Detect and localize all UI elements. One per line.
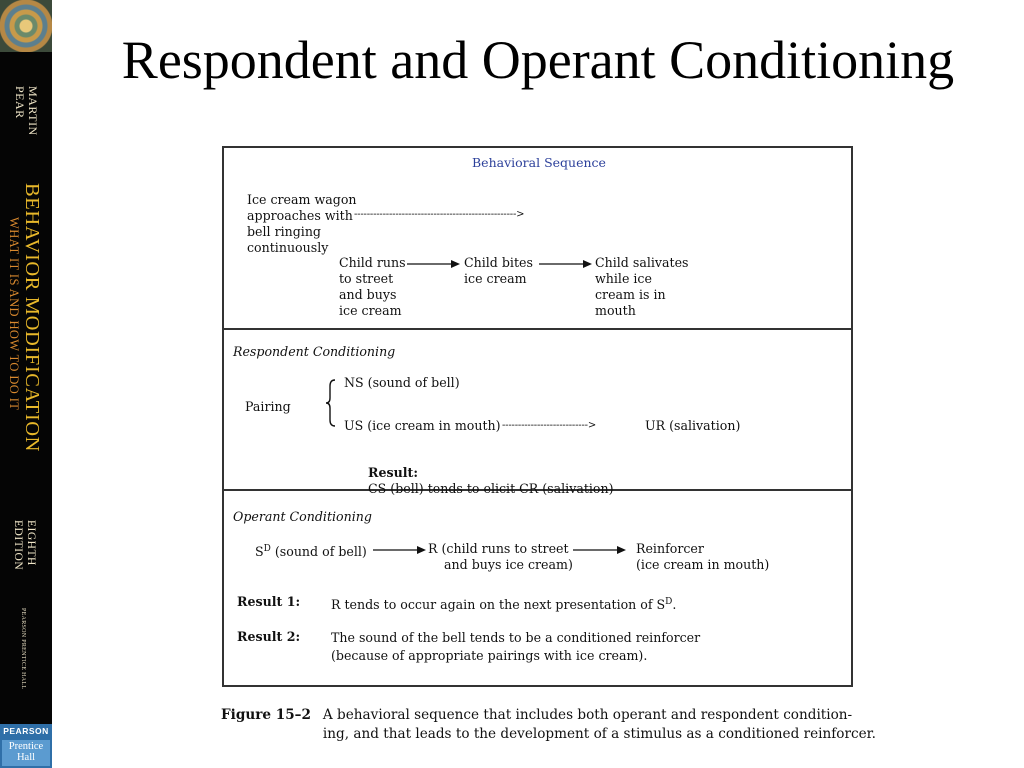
- sidebar-publisher: PEARSON PRENTICE HALL: [20, 608, 26, 690]
- figure-box: [222, 146, 853, 687]
- sidebar-book-title: BEHAVIOR MODIFICATION: [21, 183, 43, 453]
- pairing-label: Pairing: [245, 399, 291, 414]
- cover-emblem-image: [0, 0, 52, 52]
- result-2-text: The sound of the bell tends to be a conditioned reinforcer (because of appropriate pairings with ice cream).: [331, 630, 701, 663]
- brace-icon: [324, 378, 338, 428]
- ns-text: NS (sound of bell): [344, 375, 460, 390]
- caption-label: Figure 15–2: [221, 707, 311, 723]
- sequence-header: Behavioral Sequence: [472, 155, 606, 170]
- caption-text: A behavioral sequence that includes both operant and respondent condition- ing, and that leads to the development of a stimulus as a conditioned reinforcer.: [322, 707, 876, 742]
- respondent-result-label: Result:: [368, 465, 419, 480]
- sequence-step-3: Child salivates while ice cream is in mouth: [595, 255, 689, 318]
- ur-text: UR (salivation): [645, 418, 741, 433]
- us-text: US (ice cream in mouth): [344, 418, 501, 433]
- result-1-text: [331, 594, 676, 613]
- result-1-body: R tends to occur again on the next presentation of S: [331, 597, 666, 613]
- sd-description: (sound of bell): [270, 544, 367, 560]
- sidebar-book-subtitle: WHAT IT IS AND HOW TO DO IT: [7, 217, 21, 411]
- sd-text: [255, 541, 367, 560]
- respondent-conditioning-panel: [224, 330, 851, 496]
- behavioral-sequence-panel: [224, 148, 851, 330]
- sidebar-edition: EIGHTH EDITION: [12, 520, 37, 571]
- sd-letter: S: [255, 544, 264, 560]
- arrow-icon: [571, 544, 627, 556]
- result-1-period: .: [672, 597, 677, 613]
- respondent-heading: Respondent Conditioning: [233, 344, 396, 359]
- figure-caption: [221, 706, 876, 744]
- book-cover-sidebar: [0, 0, 52, 768]
- pearson-logo-word: PEARSON: [3, 726, 49, 736]
- wagon-text: Ice cream wagon approaches with bell ringing continuously: [247, 192, 357, 255]
- arrow-icon: [537, 258, 593, 270]
- response-text: R (child runs to street and buys ice cream): [428, 541, 573, 572]
- result-1-label: Result 1:: [237, 594, 301, 609]
- sequence-step-1: Child runs to street and buys ice cream: [339, 255, 406, 318]
- operant-conditioning-panel: [224, 491, 851, 685]
- respondent-dashed-arrow: --------------------------->: [502, 420, 597, 431]
- reinforcer-text: Reinforcer (ice cream in mouth): [636, 541, 770, 572]
- operant-heading: Operant Conditioning: [233, 509, 372, 524]
- sequence-step-2: Child bites ice cream: [464, 255, 533, 286]
- arrow-icon: [371, 544, 427, 556]
- prentice-hall-text: Prentice Hall: [8, 741, 44, 763]
- result-1-superscript: D: [665, 597, 673, 607]
- sequence-dashed-arrow: --------------------------------------------------->: [354, 209, 525, 220]
- slide-title: Respondent and Operant Conditioning: [121, 30, 955, 90]
- respondent-result-text: CS (bell) tends to elicit CR (salivation): [368, 481, 614, 496]
- arrow-icon: [405, 258, 461, 270]
- prentice-hall-logo: [2, 740, 50, 766]
- result-2-label: Result 2:: [237, 629, 301, 644]
- sd-superscript: D: [263, 544, 271, 554]
- sidebar-authors: MARTIN PEAR: [13, 86, 40, 136]
